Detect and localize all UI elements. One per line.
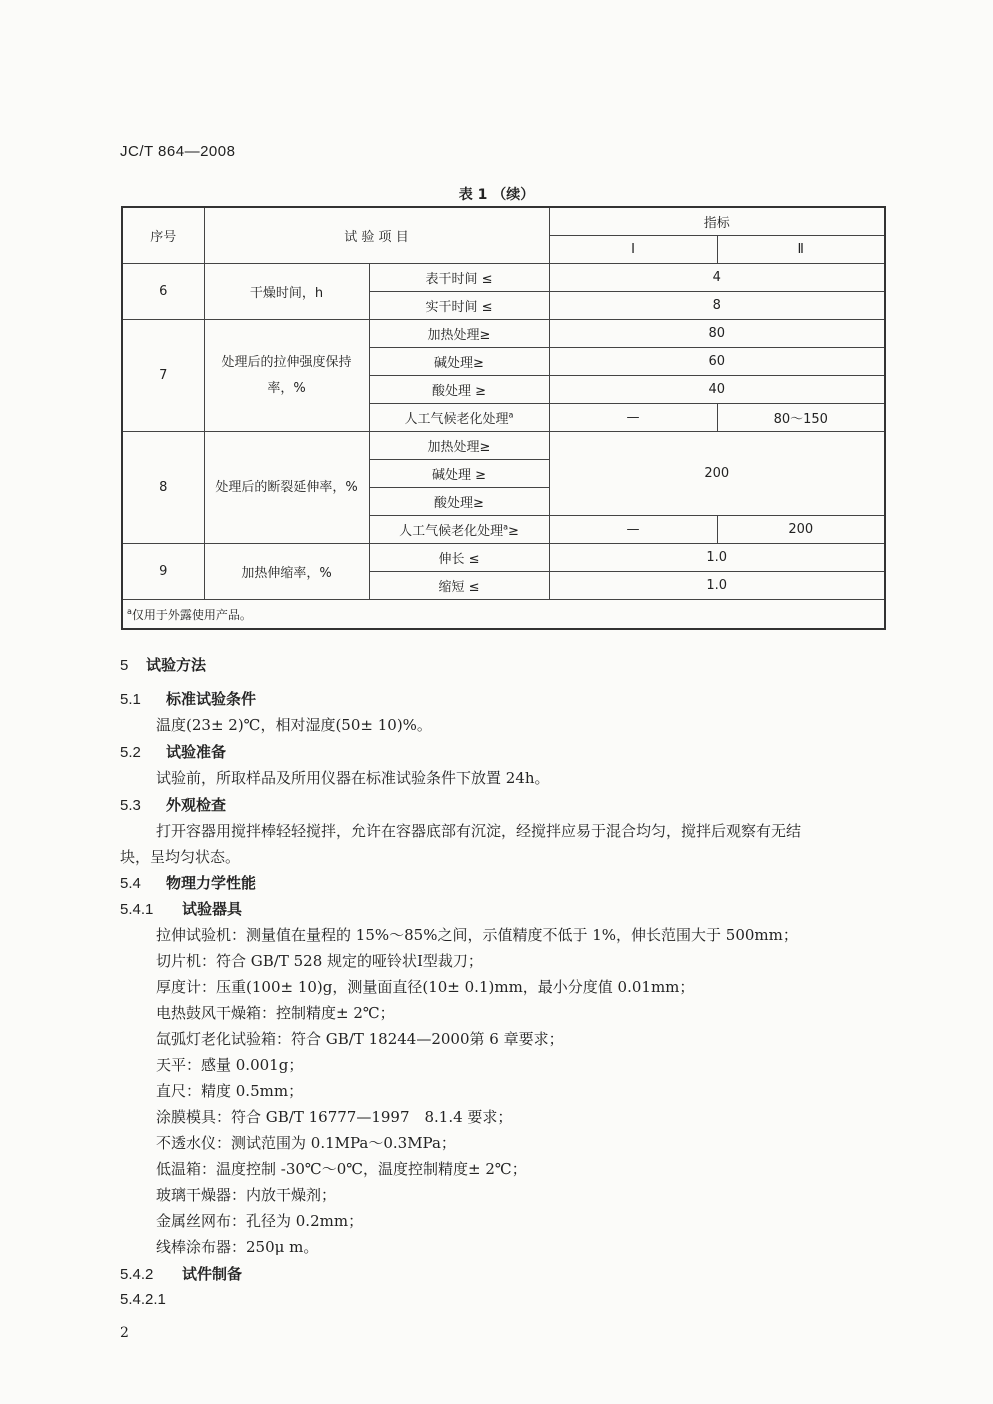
value-cell: 80 — [549, 320, 885, 348]
footnote-marker: a — [503, 522, 508, 532]
heading-5-4-1: 5.4.1 试验器具 — [120, 900, 243, 918]
heading-5-4-2-1: 5.4.2.1 — [120, 1291, 166, 1308]
equipment-item: 线棒涂布器：250μ m。 — [156, 1238, 319, 1256]
row-item: 加热伸缩率，% — [204, 544, 369, 600]
sub-item: 酸处理 ≥ — [369, 376, 549, 404]
table-row — [122, 264, 885, 292]
value-cell: 1.0 — [549, 544, 885, 572]
header-item: 试 验 项 目 — [204, 207, 549, 264]
s53-text-line1: 打开容器用搅拌棒轻轻搅拌，允许在容器底部有沉淀，经搅拌应易于混合均匀，搅拌后观察有无结 — [156, 822, 802, 840]
value-cell: 4 — [549, 264, 885, 292]
sub-item: 加热处理≥ — [369, 432, 549, 460]
equipment-item: 厚度计：压重(100± 10)g，测量面直径(10± 0.1)mm，最小分度值 0.01mm； — [156, 978, 695, 996]
value-cell: 8 — [549, 292, 885, 320]
equipment-item: 电热鼓风干燥箱：控制精度± 2℃； — [156, 1004, 395, 1022]
sub-item: 伸长 ≤ — [369, 544, 549, 572]
row-no: 9 — [122, 544, 204, 600]
table-row — [122, 320, 885, 348]
row-item: 处理后的断裂延伸率，% — [204, 432, 369, 544]
row-no: 8 — [122, 432, 204, 544]
row-no: 7 — [122, 320, 204, 432]
sub-item: 人工气候老化处理$^a$≥ — [369, 516, 549, 544]
value-cell: 80～150 — [717, 404, 885, 432]
value-cell: 1.0 — [549, 572, 885, 600]
equipment-item: 不透水仪：测试范围为 0.1MPa～0.3MPa； — [156, 1134, 456, 1152]
standard-code: JC/T 864—2008 — [120, 143, 236, 160]
value-cell: 200 — [717, 516, 885, 544]
sub-item: 实干时间 ≤ — [369, 292, 549, 320]
table-row — [122, 432, 885, 460]
header-no: 序号 — [122, 207, 204, 264]
table-row — [122, 544, 885, 572]
s51-text: 温度(23± 2)℃，相对湿度(50± 10)%。 — [156, 716, 432, 734]
equipment-item: 玻璃干燥器：内放干燥剂； — [156, 1186, 337, 1204]
table-header-row — [122, 207, 885, 236]
equipment-item: 直尺：精度 0.5mm； — [156, 1082, 304, 1100]
equipment-item: 氙弧灯老化试验箱：符合 GB/T 18244—2000第 6 章要求； — [156, 1030, 564, 1048]
equipment-item: 切片机：符合 GB/T 528 规定的哑铃状Ⅰ型裁刀； — [156, 952, 483, 970]
row-no: 6 — [122, 264, 204, 320]
value-cell: — — [549, 516, 717, 544]
value-cell: 60 — [549, 348, 885, 376]
sub-item: 缩短 ≤ — [369, 572, 549, 600]
header-index: 指标 — [549, 207, 885, 236]
spec-table — [121, 206, 886, 630]
sub-item: 加热处理≥ — [369, 320, 549, 348]
heading-5: 5 试验方法 — [120, 656, 207, 674]
sub-item: 碱处理 ≥ — [369, 460, 549, 488]
equipment-item: 涂膜模具：符合 GB/T 16777—1997 8.1.4 要求； — [156, 1108, 513, 1126]
sub-item: 酸处理≥ — [369, 488, 549, 516]
value-cell: 40 — [549, 376, 885, 404]
sub-item: 人工气候老化处理$^a$ — [369, 404, 549, 432]
sub-item: 碱处理≥ — [369, 348, 549, 376]
table-footnote: $^a$仅用于外露使用产品。 — [122, 600, 885, 630]
equipment-item: 低温箱：温度控制 -30℃～0℃，温度控制精度± 2℃； — [156, 1160, 527, 1178]
row-item: 处理后的拉伸强度保持率，% — [204, 320, 369, 432]
value-cell: — — [549, 404, 717, 432]
equipment-item: 金属丝网布：孔径为 0.2mm； — [156, 1212, 364, 1230]
table-footnote-row — [122, 600, 885, 630]
sub-item: 表干时间 ≤ — [369, 264, 549, 292]
s52-text: 试验前，所取样品及所用仪器在标准试验条件下放置 24h。 — [156, 769, 550, 787]
equipment-item: 拉伸试验机：测量值在量程的 15%～85%之间，示值精度不低于 1%，伸长范围大于 500mm； — [156, 926, 798, 944]
s53-text-line2: 块，呈均匀状态。 — [120, 848, 241, 866]
heading-5-4: 5.4 物理力学性能 — [120, 874, 257, 892]
heading-5-4-2: 5.4.2 试件制备 — [120, 1265, 243, 1283]
footnote-marker: a — [508, 410, 514, 420]
equipment-item: 天平：感量 0.001g； — [156, 1056, 304, 1074]
page-number: 2 — [120, 1325, 129, 1341]
row-item: 干燥时间，h — [204, 264, 369, 320]
header-grade-2: Ⅱ — [717, 236, 885, 264]
heading-5-3: 5.3 外观检查 — [120, 796, 227, 814]
value-cell-merged: 200 — [549, 432, 885, 516]
header-grade-1: Ⅰ — [549, 236, 717, 264]
heading-5-1: 5.1 标准试验条件 — [120, 690, 257, 708]
heading-5-2: 5.2 试验准备 — [120, 743, 227, 761]
table-caption: 表 1 （续） — [458, 187, 535, 203]
